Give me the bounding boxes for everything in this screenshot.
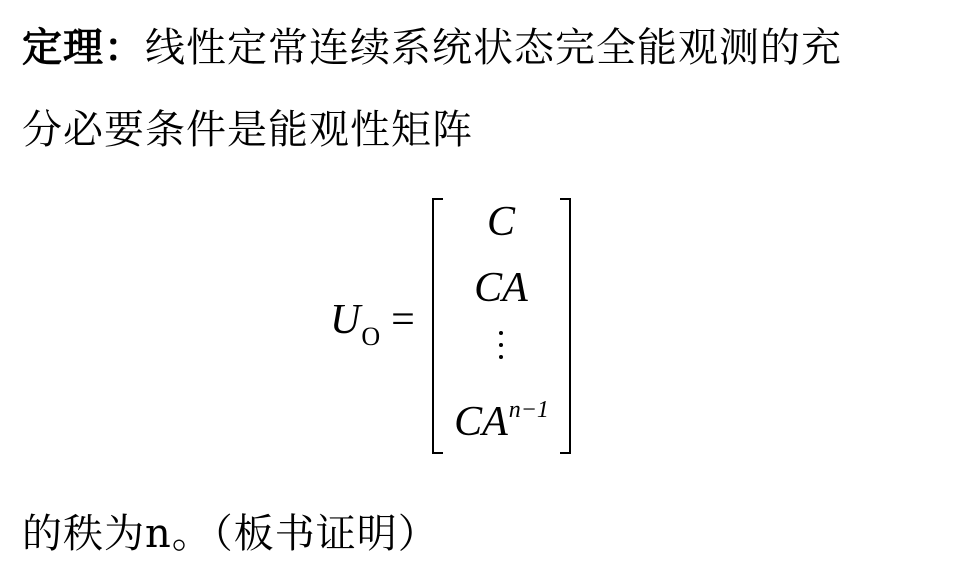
theorem-line-2	[22, 104, 473, 156]
theorem-text-2: 分必要条件是能观性矩阵	[22, 107, 473, 153]
right-bracket	[560, 198, 571, 454]
lhs-subscript: O	[361, 322, 381, 351]
lhs-symbol: U	[330, 297, 361, 343]
matrix-row-4	[446, 398, 556, 452]
formula-lhs	[330, 294, 415, 350]
equals-sign: =	[391, 297, 415, 343]
conclusion-text: 的秩为n。（板书证明）	[22, 511, 439, 557]
matrix-row-4-base: CA	[454, 399, 508, 445]
conclusion-line	[22, 508, 439, 560]
matrix-row-4-exponent: n−1	[508, 397, 549, 423]
theorem-label: 定理：	[22, 24, 145, 71]
vertical-ellipsis-icon	[496, 331, 506, 367]
matrix-row-2: CA	[474, 265, 528, 311]
left-bracket	[432, 198, 443, 454]
theorem-line-1	[22, 22, 842, 74]
theorem-text-1: 线性定常连续系统状态完全能观测的充	[145, 25, 842, 71]
matrix-row-1: C	[486, 199, 515, 245]
matrix-row-vdots	[446, 330, 556, 378]
observability-matrix-formula	[320, 192, 590, 457]
